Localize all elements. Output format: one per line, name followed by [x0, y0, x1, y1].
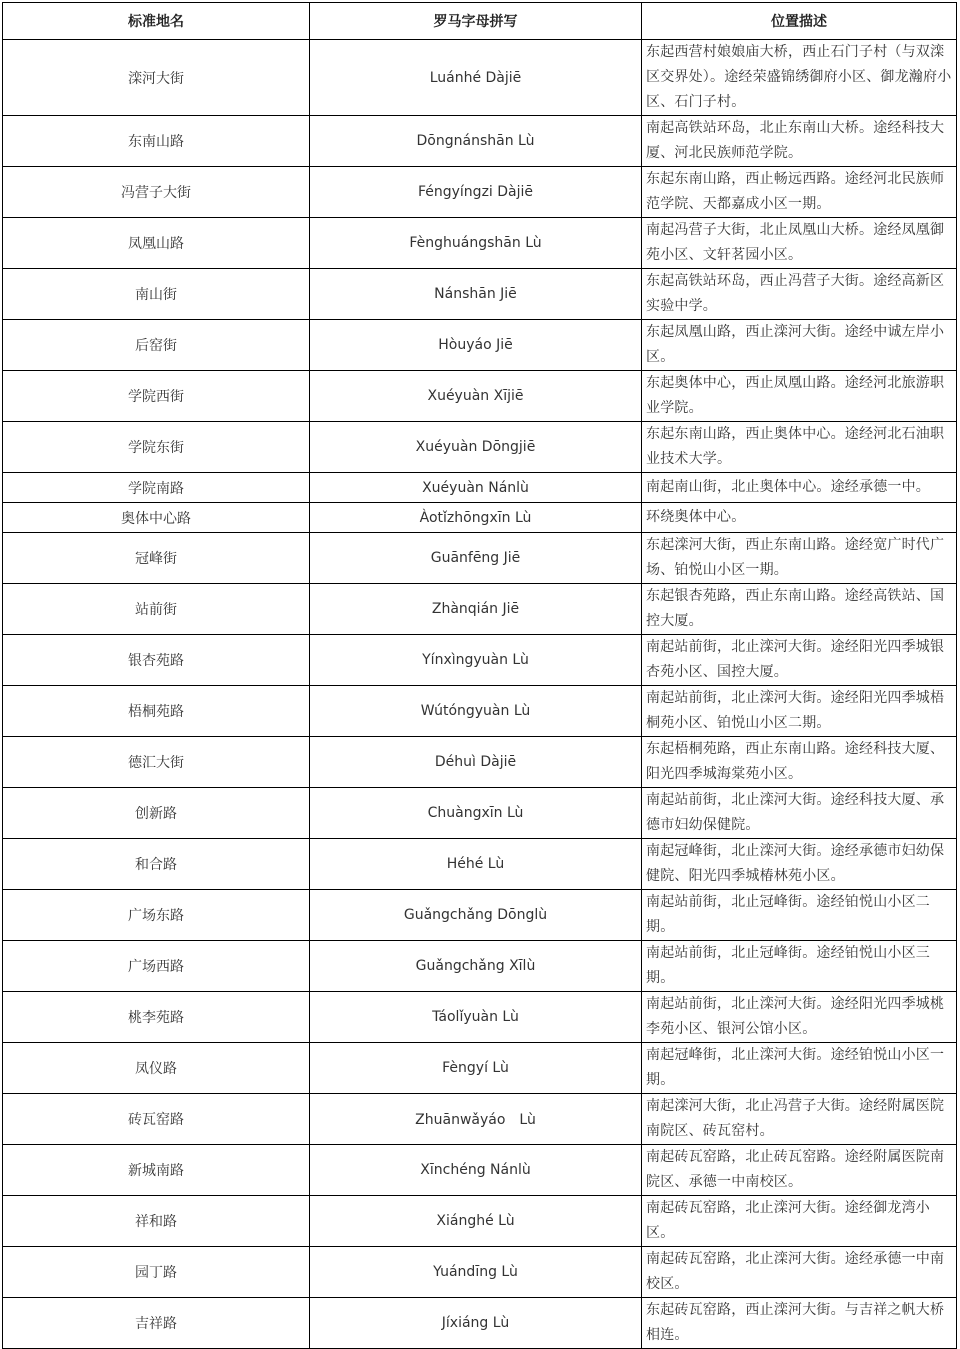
- table-row: [3, 1043, 957, 1094]
- romanization-cell: Zhuānwǎyáo Lù: [310, 1094, 642, 1145]
- romanization-cell: Yínxìngyuàn Lù: [310, 635, 642, 686]
- table-header: [3, 3, 957, 40]
- location-description-cell: 南起站前街，北止冠峰街。途经铂悦山小区三期。: [642, 941, 957, 992]
- romanization-cell: Fènghuángshān Lù: [310, 218, 642, 269]
- standard-name-cell: 砖瓦窑路: [3, 1094, 310, 1145]
- place-names-table: [2, 2, 957, 1349]
- location-description-cell: 南起砖瓦窑路，北止滦河大街。途经承德一中南校区。: [642, 1247, 957, 1298]
- table-row: [3, 40, 957, 116]
- romanization-cell: Déhuì Dàjiē: [310, 737, 642, 788]
- table-row: [3, 167, 957, 218]
- location-description-cell: 南起站前街，北止滦河大街。途经阳光四季城桃李苑小区、银河公馆小区。: [642, 992, 957, 1043]
- table-row: [3, 686, 957, 737]
- header-location-description: 位置描述: [642, 3, 957, 40]
- standard-name-cell: 梧桐苑路: [3, 686, 310, 737]
- romanization-cell: Àotǐzhōngxīn Lù: [310, 503, 642, 533]
- location-description-cell: 南起滦河大街，北止冯营子大街。途经附属医院南院区、砖瓦窑村。: [642, 1094, 957, 1145]
- romanization-cell: Xuéyuàn Dōngjiē: [310, 422, 642, 473]
- romanization-cell: Yuándīng Lù: [310, 1247, 642, 1298]
- table-row: [3, 1196, 957, 1247]
- standard-name-cell: 和合路: [3, 839, 310, 890]
- header-row: [3, 3, 957, 40]
- standard-name-cell: 冯营子大街: [3, 167, 310, 218]
- romanization-cell: Guānfēng Jiē: [310, 533, 642, 584]
- table-row: [3, 839, 957, 890]
- location-description-cell: 南起砖瓦窑路，北止砖瓦窑路。途经附属医院南院区、承德一中南校区。: [642, 1145, 957, 1196]
- location-description-cell: 东起西营村娘娘庙大桥，西止石门子村（与双滦区交界处）。途经荣盛锦绣御府小区、御龙瀚府小区、石门子村。: [642, 40, 957, 116]
- standard-name-cell: 学院东街: [3, 422, 310, 473]
- romanization-cell: Zhànqián Jiē: [310, 584, 642, 635]
- table-row: [3, 635, 957, 686]
- location-description-cell: 南起南山街，北止奥体中心。途经承德一中。: [642, 473, 957, 503]
- location-description-cell: 南起冯营子大街，北止凤凰山大桥。途经凤凰御苑小区、文轩茗园小区。: [642, 218, 957, 269]
- table-row: [3, 1094, 957, 1145]
- table-row: [3, 788, 957, 839]
- table-row: [3, 269, 957, 320]
- location-description-cell: 南起站前街，北止冠峰街。途经铂悦山小区二期。: [642, 890, 957, 941]
- standard-name-cell: 新城南路: [3, 1145, 310, 1196]
- standard-name-cell: 德汇大街: [3, 737, 310, 788]
- location-description-cell: 东起滦河大街，西止东南山路。途经宽广时代广场、铂悦山小区一期。: [642, 533, 957, 584]
- standard-name-cell: 站前街: [3, 584, 310, 635]
- table-row: [3, 218, 957, 269]
- romanization-cell: Héhé Lù: [310, 839, 642, 890]
- romanization-cell: Jíxiáng Lù: [310, 1298, 642, 1349]
- romanization-cell: Guǎngchǎng Dōnglù: [310, 890, 642, 941]
- location-description-cell: 南起站前街，北止滦河大街。途经阳光四季城银杏苑小区、国控大厦。: [642, 635, 957, 686]
- standard-name-cell: 吉祥路: [3, 1298, 310, 1349]
- table-body: [3, 40, 957, 1349]
- location-description-cell: 东起梧桐苑路，西止东南山路。途经科技大厦、阳光四季城海棠苑小区。: [642, 737, 957, 788]
- location-description-cell: 东起砖瓦窑路，西止滦河大街。与吉祥之帆大桥相连。: [642, 1298, 957, 1349]
- romanization-cell: Féngyíngzi Dàjiē: [310, 167, 642, 218]
- location-description-cell: 东起东南山路，西止奥体中心。途经河北石油职业技术大学。: [642, 422, 957, 473]
- standard-name-cell: 后窑街: [3, 320, 310, 371]
- table-row: [3, 1145, 957, 1196]
- header-standard-name: 标准地名: [3, 3, 310, 40]
- standard-name-cell: 冠峰街: [3, 533, 310, 584]
- standard-name-cell: 滦河大街: [3, 40, 310, 116]
- standard-name-cell: 奥体中心路: [3, 503, 310, 533]
- location-description-cell: 东起银杏苑路，西止东南山路。途经高铁站、国控大厦。: [642, 584, 957, 635]
- location-description-cell: 南起冠峰街，北止滦河大街。途经承德市妇幼保健院、阳光四季城椿林苑小区。: [642, 839, 957, 890]
- romanization-cell: Wútóngyuàn Lù: [310, 686, 642, 737]
- table-row: [3, 116, 957, 167]
- location-description-cell: 南起砖瓦窑路，北止滦河大街。途经御龙湾小区。: [642, 1196, 957, 1247]
- romanization-cell: Xīnchéng Nánlù: [310, 1145, 642, 1196]
- table-row: [3, 320, 957, 371]
- romanization-cell: Chuàngxīn Lù: [310, 788, 642, 839]
- romanization-cell: Dōngnánshān Lù: [310, 116, 642, 167]
- standard-name-cell: 广场西路: [3, 941, 310, 992]
- romanization-cell: Xuéyuàn Xījiē: [310, 371, 642, 422]
- table-row: [3, 992, 957, 1043]
- romanization-cell: Guǎngchǎng Xīlù: [310, 941, 642, 992]
- standard-name-cell: 创新路: [3, 788, 310, 839]
- location-description-cell: 东起凤凰山路，西止滦河大街。途经中诚左岸小区。: [642, 320, 957, 371]
- standard-name-cell: 桃李苑路: [3, 992, 310, 1043]
- table-row: [3, 422, 957, 473]
- table-row: [3, 1247, 957, 1298]
- romanization-cell: Nánshān Jiē: [310, 269, 642, 320]
- table-row: [3, 1298, 957, 1349]
- table-row: [3, 941, 957, 992]
- romanization-cell: Luánhé Dàjiē: [310, 40, 642, 116]
- location-description-cell: 东起东南山路，西止畅远西路。途经河北民族师范学院、天都嘉成小区一期。: [642, 167, 957, 218]
- table-row: [3, 371, 957, 422]
- standard-name-cell: 银杏苑路: [3, 635, 310, 686]
- location-description-cell: 东起奥体中心，西止凤凰山路。途经河北旅游职业学院。: [642, 371, 957, 422]
- table-row: [3, 473, 957, 503]
- standard-name-cell: 祥和路: [3, 1196, 310, 1247]
- romanization-cell: Táolǐyuàn Lù: [310, 992, 642, 1043]
- standard-name-cell: 广场东路: [3, 890, 310, 941]
- standard-name-cell: 学院南路: [3, 473, 310, 503]
- location-description-cell: 东起高铁站环岛，西止冯营子大街。途经高新区实验中学。: [642, 269, 957, 320]
- location-description-cell: 环绕奥体中心。: [642, 503, 957, 533]
- location-description-cell: 南起站前街，北止滦河大街。途经科技大厦、承德市妇幼保健院。: [642, 788, 957, 839]
- romanization-cell: Fèngyí Lù: [310, 1043, 642, 1094]
- romanization-cell: Hòuyáo Jiē: [310, 320, 642, 371]
- standard-name-cell: 园丁路: [3, 1247, 310, 1298]
- table-row: [3, 737, 957, 788]
- standard-name-cell: 凤凰山路: [3, 218, 310, 269]
- table-row: [3, 890, 957, 941]
- location-description-cell: 南起冠峰街，北止滦河大街。途经铂悦山小区一期。: [642, 1043, 957, 1094]
- standard-name-cell: 学院西街: [3, 371, 310, 422]
- standard-name-cell: 南山街: [3, 269, 310, 320]
- romanization-cell: Xiánghé Lù: [310, 1196, 642, 1247]
- table-row: [3, 584, 957, 635]
- table-row: [3, 533, 957, 584]
- location-description-cell: 南起高铁站环岛，北止东南山大桥。途经科技大厦、河北民族师范学院。: [642, 116, 957, 167]
- location-description-cell: 南起站前街，北止滦河大街。途经阳光四季城梧桐苑小区、铂悦山小区二期。: [642, 686, 957, 737]
- romanization-cell: Xuéyuàn Nánlù: [310, 473, 642, 503]
- standard-name-cell: 凤仪路: [3, 1043, 310, 1094]
- table-row: [3, 503, 957, 533]
- header-romanization: 罗马字母拼写: [310, 3, 642, 40]
- standard-name-cell: 东南山路: [3, 116, 310, 167]
